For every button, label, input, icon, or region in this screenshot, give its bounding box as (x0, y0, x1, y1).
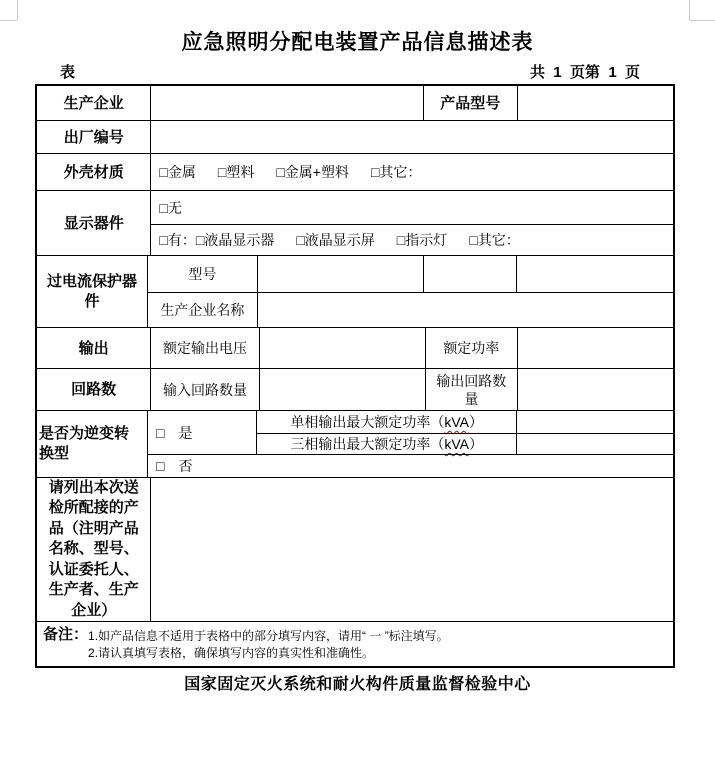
overcurrent-model-value-cell-2[interactable] (423, 256, 516, 292)
product-model-value-cell[interactable] (517, 86, 673, 120)
three-phase-label-cell (257, 434, 516, 454)
checkbox-metal-plastic[interactable]: □金属+塑料 (276, 164, 349, 180)
checkbox-shell-other[interactable]: □其它： (370, 164, 422, 180)
single-phase-label-cell (257, 411, 516, 433)
remarks-note-1: 1.如产品信息不适用于表格中的部分填写内容，请用“ 一 ”标注填写。 (88, 629, 449, 643)
checkbox-display-none[interactable]: □无 (159, 199, 182, 216)
single-phase-label-post: ） (469, 414, 483, 430)
overcurrent-manufacturer-row (148, 292, 673, 327)
remarks-cell (37, 622, 673, 666)
overcurrent-manufacturer-value-cell[interactable] (257, 293, 673, 327)
rated-power-label-cell: 额定功率 (425, 328, 517, 368)
manufacturer-label-cell: 生产企业 (63, 94, 124, 112)
crop-mark-top-left-horizontal (0, 20, 17, 21)
page-title: 应急照明分配电装置产品信息描述表 (181, 31, 534, 54)
three-phase-row (257, 433, 673, 454)
rated-output-voltage-value-cell[interactable] (259, 328, 425, 368)
overcurrent-model-value-cell-1[interactable] (257, 256, 424, 292)
inverter-yes-cell (148, 411, 256, 454)
inverter-kva-col (256, 411, 673, 454)
remarks-label: 备注： (43, 626, 89, 643)
three-phase-value-cell[interactable] (516, 434, 673, 454)
checkbox-plastic[interactable]: □塑料 (217, 164, 255, 180)
table-word: 表 (60, 64, 76, 81)
output-circuit-label-cell: 输出回路数量 (425, 369, 517, 410)
footer-org: 国家固定灭火系统和耐火构件质量监督检验中心 (184, 676, 531, 693)
connected-products-label-cell: 请列出本次送检所配接的产品（注明产品名称、型号、认证委托人、生产者、生产企业） (48, 478, 139, 619)
inverter-type-label-cell: 是否为逆变转换型 (39, 425, 130, 462)
checkbox-indicator-light[interactable]: □指示灯 (396, 232, 448, 249)
row-factory-number (37, 120, 673, 153)
pagination: 共 1 页第 1 页 (529, 64, 640, 81)
table-header-line (35, 62, 675, 82)
circuit-count-label-cell: 回路数 (71, 381, 117, 398)
rated-power-value-cell[interactable] (517, 328, 673, 368)
overcurrent-manufacturer-label-cell: 生产企业名称 (160, 302, 245, 319)
row-overcurrent-protection (37, 255, 673, 327)
product-info-table (35, 84, 675, 668)
inverter-no-row (148, 454, 673, 477)
inverter-detail-col (147, 411, 673, 477)
crop-mark-top-right-vertical (689, 0, 690, 20)
overcurrent-model-label-cell: 型号 (188, 266, 217, 283)
row-remarks (37, 621, 673, 666)
single-phase-row (257, 411, 673, 433)
overcurrent-detail-col (147, 256, 673, 327)
remarks-notes (88, 625, 449, 662)
overcurrent-label-cell: 过电流保护器件 (47, 272, 138, 310)
row-connected-products (37, 477, 673, 621)
checkbox-inverter-no[interactable]: □ 否 (156, 458, 193, 474)
crop-mark-top-right-horizontal (690, 20, 715, 21)
row-shell-material (37, 153, 673, 190)
checkbox-inverter-yes[interactable]: □ 是 (156, 424, 193, 441)
row-circuit-count (37, 368, 673, 410)
checkbox-lcd-display[interactable]: □液晶显示器 (195, 232, 275, 249)
connected-products-value-cell[interactable] (150, 478, 673, 621)
output-circuit-value-cell[interactable] (517, 369, 673, 410)
three-phase-kva-unit: kVA (444, 436, 469, 452)
display-device-none-cell (151, 191, 673, 224)
rated-output-voltage-label-cell: 额定输出电压 (150, 328, 258, 368)
display-device-options-col (150, 191, 673, 255)
inverter-yes-row (148, 411, 673, 454)
inverter-no-cell (148, 455, 673, 477)
single-phase-label-pre: 单相输出最大额定功率（ (290, 414, 445, 430)
remarks-note-2: 2.请认真填写表格，确保填写内容的真实性和准确性。 (88, 646, 375, 660)
factory-number-value-cell[interactable] (150, 121, 673, 153)
factory-number-label-cell: 出厂编号 (63, 128, 124, 146)
three-phase-label-pre: 三相输出最大额定功率（ (290, 436, 445, 452)
checkbox-lcd-screen[interactable]: □液晶显示屏 (296, 232, 375, 249)
overcurrent-model-value-cell-3[interactable] (516, 256, 673, 292)
overcurrent-model-row (148, 256, 673, 292)
crop-mark-top-left-vertical (17, 0, 18, 20)
input-circuit-value-cell[interactable] (259, 369, 425, 410)
row-output (37, 327, 673, 368)
shell-material-label-cell: 外壳材质 (63, 163, 124, 181)
shell-material-options-cell (150, 154, 673, 190)
row-manufacturer (37, 86, 673, 120)
row-inverter-type (37, 410, 673, 477)
product-model-label-cell: 产品型号 (423, 86, 518, 120)
output-label-cell: 输出 (78, 339, 109, 357)
display-device-has-cell (151, 224, 673, 255)
checkbox-display-other[interactable]: □其它： (469, 232, 520, 249)
manufacturer-value-cell[interactable] (150, 86, 422, 120)
display-device-label-cell: 显示器件 (63, 214, 124, 232)
checkbox-display-has[interactable]: □有： (159, 232, 196, 249)
row-display-device (37, 190, 673, 255)
checkbox-metal[interactable]: □金属 (159, 164, 196, 180)
single-phase-kva-unit: kVA (444, 414, 469, 430)
single-phase-value-cell[interactable] (516, 411, 673, 433)
input-circuit-label-cell: 输入回路数量 (150, 369, 258, 410)
three-phase-label-post: ） (469, 436, 483, 452)
